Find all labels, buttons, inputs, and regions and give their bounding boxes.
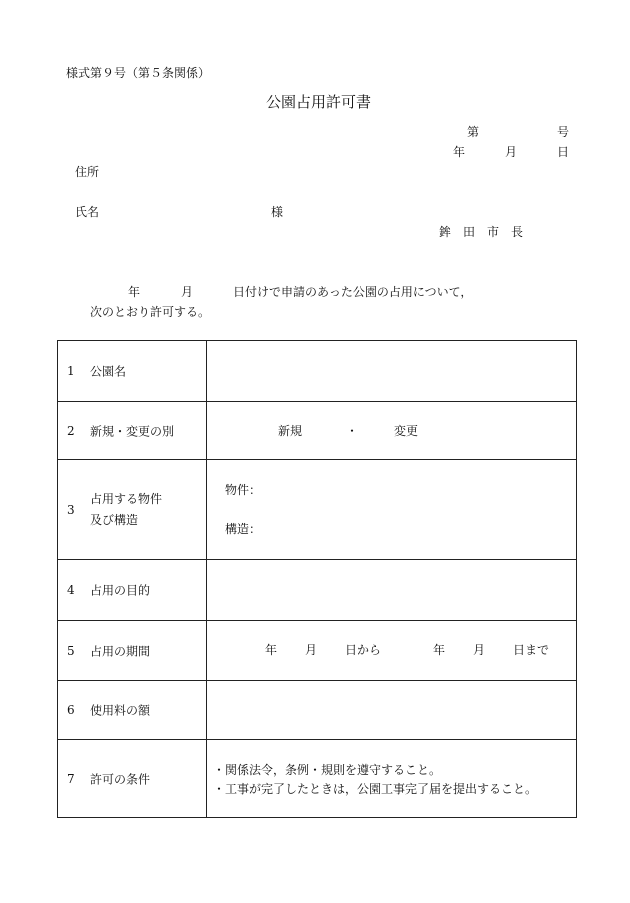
body-year: 年	[128, 285, 141, 299]
from-day: 日から	[345, 643, 382, 657]
row-label-line2: 及び構造	[90, 512, 139, 527]
honorific-sama: 様	[271, 205, 284, 219]
condition-1: ・関係法令，条例・規則を遵守すること。	[213, 763, 442, 777]
table-row-fee	[58, 681, 577, 740]
address-label: 住所	[75, 165, 100, 179]
issuer: 鉾 田 市 長	[439, 225, 524, 239]
item-label: 物件：	[225, 483, 262, 497]
row-number: 1	[67, 364, 75, 378]
to-month: 月	[473, 643, 486, 657]
issue-day: 日	[557, 145, 570, 159]
row-label: 占用の期間	[90, 644, 151, 658]
name-label: 氏名	[75, 205, 100, 219]
park-name-value	[207, 341, 577, 402]
issue-month: 月	[505, 145, 518, 159]
row-label-line1: 占用する物件	[90, 491, 163, 506]
row-number: 3	[67, 502, 75, 517]
body-month: 月	[181, 285, 194, 299]
row-label: 占用の目的	[90, 583, 151, 598]
fee-value	[207, 681, 577, 740]
issue-year: 年	[453, 145, 466, 159]
to-year: 年	[433, 643, 446, 657]
row-label: 公園名	[90, 364, 127, 379]
option-separator: ・	[346, 424, 359, 438]
table-row-new-or-change	[58, 402, 577, 460]
table-row-conditions	[58, 740, 577, 818]
table-row-occupancy-object	[58, 460, 577, 560]
table-row-purpose	[58, 560, 577, 621]
body-line1: 日付けで申請のあった公園の占用について，	[233, 285, 473, 299]
row-number: 5	[67, 643, 75, 658]
row-label: 新規・変更の別	[90, 424, 175, 438]
row-number: 7	[67, 771, 75, 786]
option-change: 変更	[394, 424, 419, 438]
permit-table	[57, 340, 577, 818]
table-row-period	[58, 621, 577, 681]
body-line2: 次のとおり許可する。	[90, 305, 211, 319]
purpose-value	[207, 560, 577, 621]
condition-2: ・工事が完了したときは，公園工事完了届を提出すること。	[213, 782, 538, 796]
from-year: 年	[265, 643, 278, 657]
issue-dai: 第	[467, 125, 480, 139]
to-day: 日まで	[513, 643, 550, 657]
issue-go: 号	[557, 125, 570, 139]
row-number: 4	[67, 583, 75, 597]
document-title: 公園占用許可書	[266, 93, 372, 111]
row-label: 許可の条件	[90, 772, 151, 786]
row-number: 2	[67, 423, 75, 438]
table-row-park-name	[58, 341, 577, 402]
row-number: 6	[67, 703, 75, 717]
row-label: 使用料の額	[90, 703, 151, 718]
structure-label: 構造：	[225, 522, 262, 536]
form-number: 様式第９号（第５条関係）	[66, 66, 211, 80]
option-new: 新規	[278, 424, 303, 438]
from-month: 月	[305, 643, 318, 657]
